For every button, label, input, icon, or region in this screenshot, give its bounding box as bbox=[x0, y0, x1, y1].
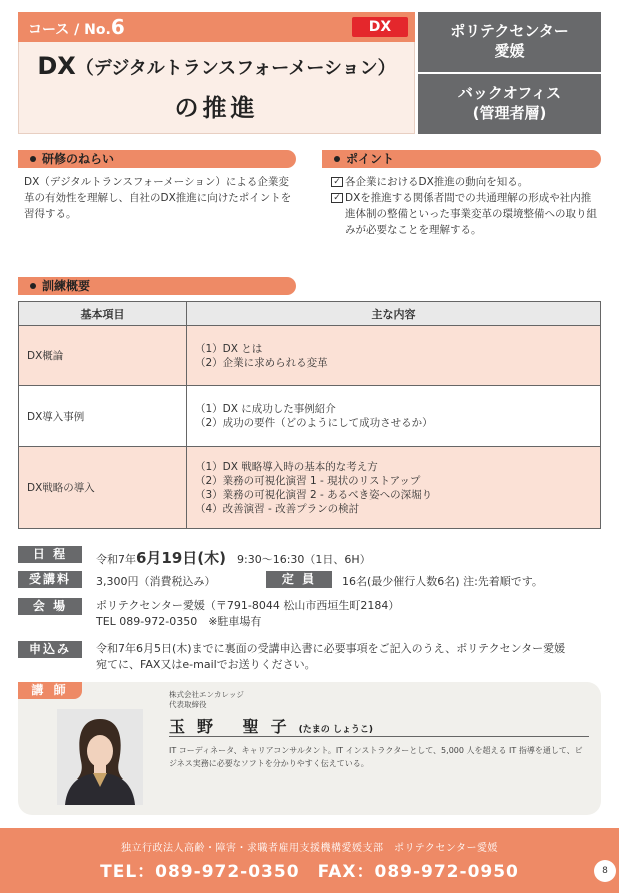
checkbox-icon: ✓ bbox=[331, 193, 343, 203]
target-audience-box: バックオフィス (管理者層) bbox=[418, 74, 601, 134]
point-item: ✓ DXを推進する関係者間での共通理解の形成や社内推進体制の整備といった事業変革の環境整備への取り組みが必要なことを理解する。 bbox=[331, 190, 601, 238]
aim-text: DX（デジタルトランスフォーメーション）による企業変革の有効性を理解し、自社のDX推進に向けたポイントを習得する。 bbox=[24, 176, 292, 220]
aim-heading: 研修のねらい bbox=[18, 150, 296, 168]
venue-tag: 会 場 bbox=[18, 598, 82, 615]
date-tag: 日 程 bbox=[18, 546, 82, 563]
footer-tel: TEL：089-972-0350 bbox=[100, 862, 300, 882]
footer-organization: 独立行政法人高齢・障害・求職者雇用支援機構愛媛支部 ポリテクセンター愛媛 bbox=[121, 843, 498, 854]
point-item: ✓ 各企業におけるDX推進の動向を知る。 bbox=[331, 174, 601, 190]
table-cell-content: （1）DX とは （2）企業に求められる変革 bbox=[187, 326, 601, 386]
table-row bbox=[19, 447, 601, 529]
table-cell-content: （1）DX 戦略導入時の基本的な考え方 （2）業務の可視化演習 1 - 現状のリストアップ （3）業務の可視化演習 2 - あるべき姿への深堀り （4）改善演習 - 改善プランの検討 bbox=[187, 447, 601, 529]
checkbox-icon: ✓ bbox=[331, 177, 343, 187]
center-name-box: ポリテクセンター 愛媛 bbox=[418, 12, 601, 72]
page-title-line2: の推進 bbox=[174, 94, 259, 122]
instructor-company: 株式会社エンカレッジ 代表取締役 bbox=[169, 690, 244, 709]
table-row bbox=[19, 326, 601, 386]
capacity-text: 16名(最少催行人数6名) 注:先着順です。 bbox=[342, 575, 543, 588]
table-cell-category: DX戦略の導入 bbox=[19, 447, 187, 529]
overview-table bbox=[18, 301, 601, 529]
bullet-icon bbox=[30, 283, 36, 289]
fee-text: 3,300円（消費税込み） bbox=[96, 575, 216, 588]
date-text: 令和7年6月19日(木) 9:30～16:30（1日、6H） bbox=[96, 549, 371, 567]
page-number: 8 bbox=[594, 860, 616, 882]
page-title: DX（デジタルトランスフォーメーション） bbox=[37, 52, 396, 80]
footer-contact bbox=[0, 857, 619, 882]
course-number: 6 bbox=[110, 15, 125, 39]
apply-text: 令和7年6月5日(木)までに裏面の受講申込書に必要事項をご記入のうえ、ポリテクセンター愛媛 宛てに、FAX又はe-mailでお送りください。 bbox=[96, 642, 566, 671]
venue-text: ポリテクセンター愛媛（〒791-8044 松山市西垣生町2184） TEL 089-972-0350 ※駐車場有 bbox=[96, 599, 400, 628]
instructor-tag: 講 師 bbox=[18, 682, 82, 699]
instructor-kana: (たまの しょうこ) bbox=[298, 725, 373, 735]
instructor-description: IT コーディネータ、キャリアコンサルタント。IT インストラクターとして、5,000 人を超える IT 指導を通して、ビジネス実務に必要なソフトを分かりやすく伝えている。 bbox=[169, 746, 583, 768]
apply-tag: 申込み bbox=[18, 641, 82, 658]
table-cell-category: DX概論 bbox=[19, 326, 187, 386]
course-label: コース / No.6 bbox=[28, 15, 125, 39]
capacity-tag: 定 員 bbox=[266, 571, 332, 588]
bullet-icon bbox=[30, 156, 36, 162]
footer-fax: FAX：089-972-0950 bbox=[317, 862, 519, 882]
fee-tag: 受講料 bbox=[18, 571, 82, 588]
overview-heading: 訓練概要 bbox=[18, 277, 296, 295]
bullet-icon bbox=[334, 156, 340, 162]
divider bbox=[169, 736, 589, 737]
column-header: 主な内容 bbox=[187, 302, 601, 326]
instructor-photo bbox=[57, 709, 143, 805]
dx-badge: DX bbox=[352, 17, 408, 37]
instructor-name: 玉野 聖子(たまの しょうこ) bbox=[169, 717, 373, 736]
column-header: 基本項目 bbox=[19, 302, 187, 326]
point-heading: ポイント bbox=[322, 150, 601, 168]
table-row bbox=[19, 386, 601, 447]
table-header-row bbox=[19, 302, 601, 326]
point-list bbox=[331, 174, 601, 238]
table-cell-category: DX導入事例 bbox=[19, 386, 187, 447]
table-cell-content: （1）DX に成功した事例紹介 （2）成功の要件（どのようにして成功させるか） bbox=[187, 386, 601, 447]
